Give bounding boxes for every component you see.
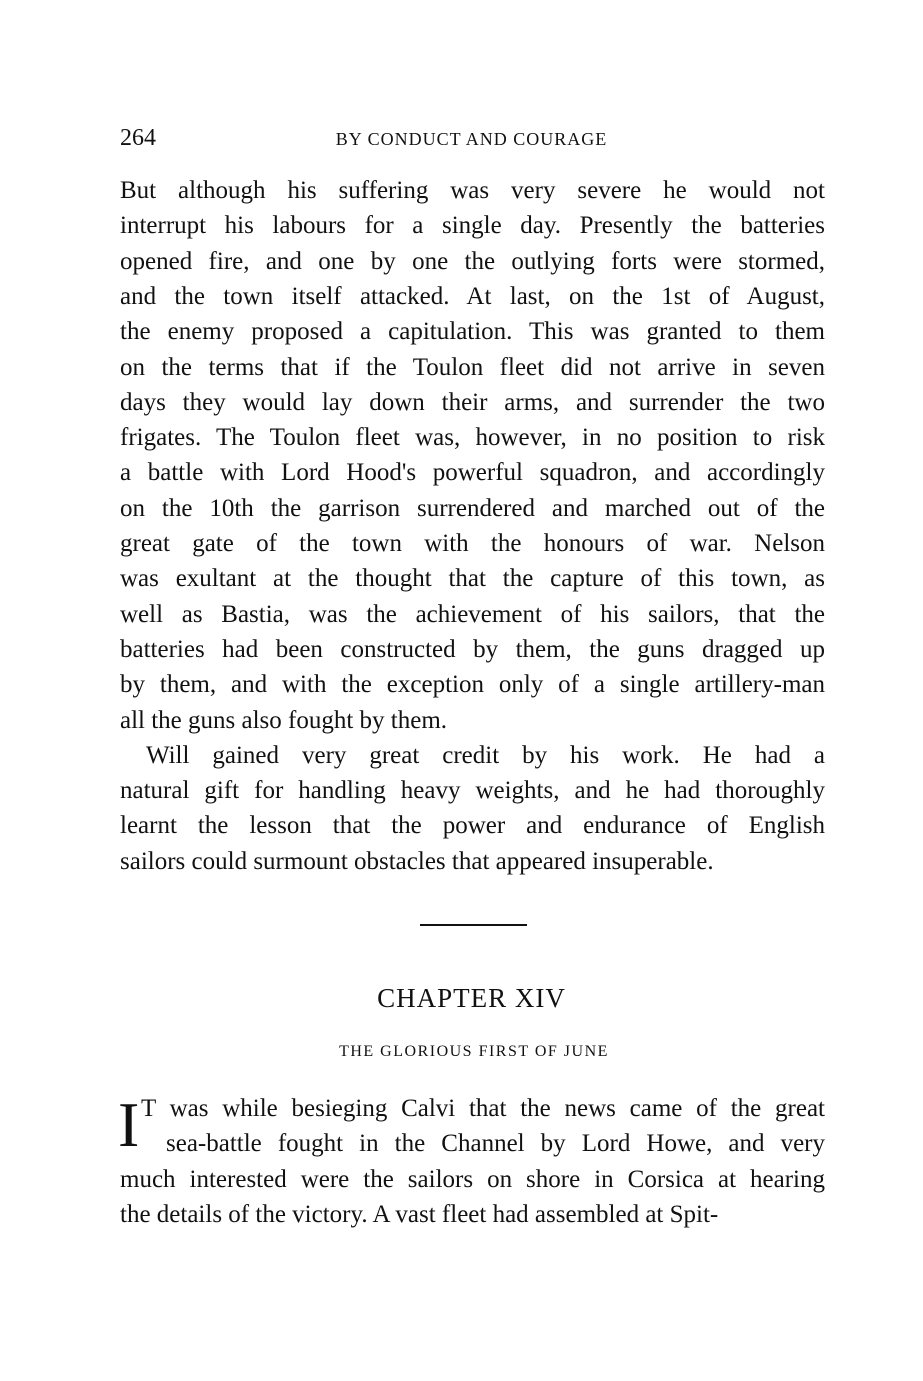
text-line: was exultant at the thought that the capture of this town, as bbox=[120, 565, 825, 593]
text-line: Will gained very great credit by his work. He had a bbox=[146, 741, 825, 769]
chapter-title: CHAPTER XIV bbox=[377, 983, 566, 1013]
text-line: on the 10th the garrison surrendered and marched out of the bbox=[120, 494, 825, 522]
text-line: great gate of the town with the honours of war. Nelson bbox=[120, 530, 825, 557]
text-line: learnt the lesson that the power and endurance of English bbox=[120, 812, 825, 840]
text-line: opened fire, and one by one the outlying forts were stormed, bbox=[120, 247, 825, 275]
text-line: But although his suffering was very severe he would not bbox=[120, 177, 825, 204]
text-line: days they would lay down their arms, and surrender the two bbox=[120, 388, 825, 416]
text-line: batteries had been constructed by them, the guns dragged up bbox=[120, 635, 825, 663]
text-line: the enemy proposed a capitulation. This was granted to them bbox=[120, 318, 825, 346]
drop-cap: I bbox=[118, 1089, 140, 1160]
text-line: well as Bastia, was the achievement of his sailors, that the bbox=[120, 600, 825, 628]
text-line: by them, and with the exception only of a single artillery-man bbox=[120, 671, 825, 699]
text-line: interrupt his labours for a single day. Presently the batteries bbox=[120, 212, 825, 240]
text-line: a battle with Lord Hood's powerful squadron, and accordingly bbox=[120, 459, 825, 487]
chapter-subtitle: THE GLORIOUS FIRST OF JUNE bbox=[339, 1043, 609, 1060]
text-line: sea-battle fought in the Channel by Lord Howe, and very bbox=[166, 1130, 825, 1158]
text-line: frigates. The Toulon fleet was, however, in no position to risk bbox=[120, 424, 825, 452]
text-line: natural gift for handling heavy weights, and he had thoroughly bbox=[120, 777, 825, 805]
running-head: BY CONDUCT AND COURAGE bbox=[335, 129, 608, 149]
text-line: all the guns also fought by them. bbox=[120, 706, 448, 734]
text-line: the details of the victory. A vast fleet had assembled at Spit- bbox=[120, 1200, 719, 1228]
text-line: on the terms that if the Toulon fleet did not arrive in seven bbox=[120, 353, 825, 381]
text-line: T was while besieging Calvi that the news came of the great bbox=[141, 1095, 825, 1122]
text-line: sailors could surmount obstacles that appeared insuperable. bbox=[120, 847, 714, 875]
text-line: much interested were the sailors on shore in Corsica at hearing bbox=[120, 1165, 825, 1193]
text-line: and the town itself attacked. At last, on the 1st of August, bbox=[120, 282, 825, 310]
section-divider bbox=[420, 924, 527, 926]
page-number: 264 bbox=[120, 125, 156, 151]
